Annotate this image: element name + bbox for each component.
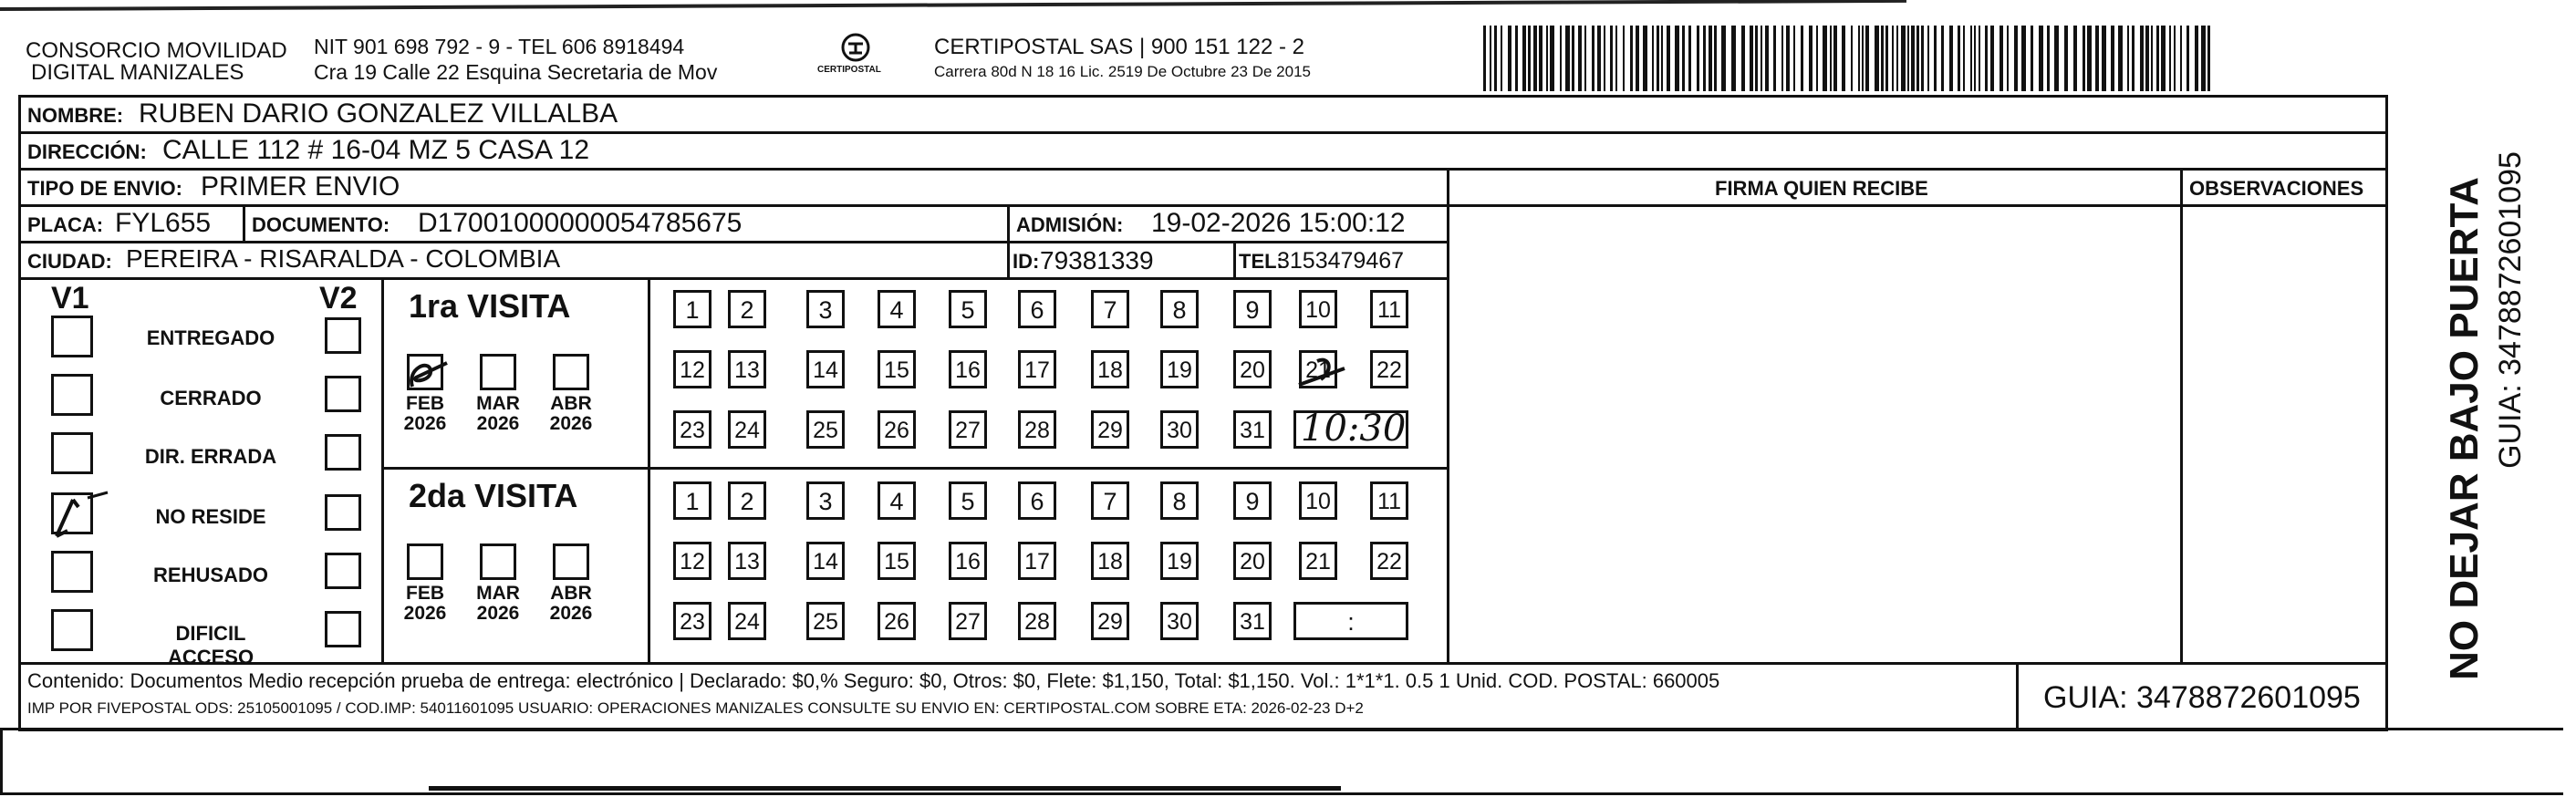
day-box[interactable]: 10 <box>1299 481 1337 520</box>
placa-value: FYL655 <box>115 208 212 238</box>
v2-checkbox[interactable] <box>325 494 361 531</box>
status-option-label: ENTREGADO <box>146 326 275 349</box>
scan-edge-line <box>0 0 1906 11</box>
month-label: MAR 2026 <box>476 583 520 625</box>
second-visit-title: 2da VISITA <box>409 477 578 514</box>
firma-area[interactable] <box>1450 206 2178 660</box>
first-visit-title: 1ra VISITA <box>409 287 571 325</box>
day-box[interactable]: 22 <box>1370 350 1408 388</box>
status-option-label: NO RESIDE <box>155 505 266 528</box>
day-box[interactable]: 16 <box>949 542 987 580</box>
v1-checkbox[interactable] <box>51 432 93 474</box>
day-box[interactable]: 1 <box>673 481 712 520</box>
placa-label: PLACA: <box>27 213 104 236</box>
v1-checkbox[interactable] <box>51 316 93 357</box>
day-box[interactable]: 3 <box>806 481 845 520</box>
v2-checkbox[interactable] <box>325 434 361 471</box>
day-box[interactable]: 31 <box>1233 410 1272 449</box>
day-box[interactable]: 8 <box>1160 290 1199 328</box>
day-box[interactable]: 7 <box>1091 481 1129 520</box>
status-option-label: CERRADO <box>160 387 262 409</box>
day-box[interactable]: 31 <box>1233 602 1272 640</box>
footer-line-2: IMP POR FIVEPOSTAL ODS: 25105001095 / COD.IMP: 54011601095 USUARIO: OPERACIONES MANIZALES CONSULTE SU ENVIO EN: CERTIPOSTAL.COM SOBRE ETA: 2026-02-23 D+2 <box>27 699 1364 717</box>
v1-checkbox[interactable] <box>51 374 93 416</box>
tipo-envio-value: PRIMER ENVIO <box>201 171 400 202</box>
handwritten-month-mark-icon <box>403 350 458 396</box>
handwritten-day-strike-icon <box>1293 352 1357 398</box>
day-box[interactable]: 12 <box>673 350 712 388</box>
admision-label: ADMISIÓN: <box>1016 213 1124 236</box>
day-box[interactable]: 28 <box>1018 410 1056 449</box>
v1-checkbox[interactable] <box>51 551 93 593</box>
direccion-label: DIRECCIÓN: <box>27 140 147 163</box>
day-box[interactable]: 21 <box>1299 542 1337 580</box>
v2-checkbox[interactable] <box>325 317 361 354</box>
month-checkbox[interactable] <box>553 354 589 390</box>
v1-checkbox[interactable] <box>51 609 93 651</box>
nombre-label: NOMBRE: <box>27 104 124 127</box>
address-line: Cra 19 Calle 22 Esquina Secretaria de Mov <box>314 60 718 84</box>
courier-line-2: Carrera 80d N 18 16 Lic. 2519 De Octubre 23 De 2015 <box>934 63 1311 80</box>
day-box[interactable]: 23 <box>673 410 712 449</box>
month-checkbox[interactable] <box>480 354 516 390</box>
day-box[interactable]: 30 <box>1160 410 1199 449</box>
day-box[interactable]: 17 <box>1018 542 1056 580</box>
day-box[interactable]: 1 <box>673 290 712 328</box>
status-option-label: REHUSADO <box>153 564 268 586</box>
day-box[interactable]: 4 <box>878 481 916 520</box>
day-box[interactable]: 6 <box>1018 290 1056 328</box>
day-box[interactable]: 13 <box>728 350 766 388</box>
id-value: 79381339 <box>1040 246 1154 274</box>
bottom-strip <box>429 786 1341 791</box>
day-box[interactable]: 14 <box>806 542 845 580</box>
tel-value: 3153479467 <box>1277 248 1405 274</box>
documento-value: D17001000000054785675 <box>418 208 743 238</box>
day-box[interactable]: 20 <box>1233 542 1272 580</box>
day-box[interactable]: 8 <box>1160 481 1199 520</box>
day-box[interactable]: 22 <box>1370 542 1408 580</box>
documento-label: DOCUMENTO: <box>252 213 390 236</box>
observaciones-label: OBSERVACIONES <box>2189 177 2364 200</box>
day-box[interactable]: 5 <box>949 481 987 520</box>
day-box[interactable]: 10 <box>1299 290 1337 328</box>
day-box[interactable]: 12 <box>673 542 712 580</box>
day-box[interactable]: 25 <box>806 602 845 640</box>
day-box[interactable]: 14 <box>806 350 845 388</box>
day-box[interactable]: 18 <box>1091 542 1129 580</box>
first-visit-time: 10:30 <box>1301 408 1407 450</box>
company-name-1: CONSORCIO MOVILIDAD <box>26 38 287 63</box>
day-box[interactable]: 26 <box>878 602 916 640</box>
day-box[interactable]: 29 <box>1091 410 1129 449</box>
certipostal-logo-icon <box>837 33 874 62</box>
day-box[interactable]: 20 <box>1233 350 1272 388</box>
company-name-2: DIGITAL MANIZALES <box>31 60 244 85</box>
day-box[interactable]: 16 <box>949 350 987 388</box>
month-label: ABR 2026 <box>549 583 593 625</box>
v2-checkbox[interactable] <box>325 376 361 412</box>
bottom-edge-border <box>0 728 2563 795</box>
v1-label: V1 <box>51 281 89 316</box>
day-box[interactable]: 7 <box>1091 290 1129 328</box>
id-label: ID: <box>1013 250 1040 273</box>
day-box[interactable]: 21 <box>1299 350 1337 388</box>
day-box[interactable]: 11 <box>1370 290 1408 328</box>
side-guia: GUIA: 3478872601095 <box>2493 151 2528 469</box>
tipo-envio-label: TIPO DE ENVIO: <box>27 177 182 200</box>
month-label: FEB 2026 <box>403 583 447 625</box>
day-box[interactable]: 11 <box>1370 481 1408 520</box>
day-box[interactable]: 18 <box>1091 350 1129 388</box>
day-box[interactable]: 2 <box>728 481 766 520</box>
courier-line-1: CERTIPOSTAL SAS | 900 151 122 - 2 <box>934 35 1304 59</box>
day-box[interactable]: 17 <box>1018 350 1056 388</box>
status-option-label: DIFICIL ACCESO <box>167 622 254 668</box>
month-label: ABR 2026 <box>549 393 593 435</box>
handwritten-check-mark-icon <box>47 491 111 545</box>
day-box[interactable]: 4 <box>878 290 916 328</box>
day-box[interactable]: 19 <box>1160 350 1199 388</box>
day-box[interactable]: 9 <box>1233 481 1272 520</box>
month-checkbox[interactable] <box>553 543 589 580</box>
time-box[interactable]: : <box>1293 602 1408 640</box>
day-box[interactable]: 29 <box>1091 602 1129 640</box>
barcode <box>1483 26 2213 91</box>
day-box[interactable]: 27 <box>949 602 987 640</box>
day-box[interactable]: 9 <box>1233 290 1272 328</box>
day-box[interactable]: 6 <box>1018 481 1056 520</box>
footer-line-1: Contenido: Documentos Medio recepción prueba de entrega: electrónico | Declarado: $0,% Seguro: $0, Otros: $0, Flete: $1,150, Total: $1,150. Vol.: 1*1*1. 0.5 1 Unid. COD. POSTAL: 660005 <box>27 669 1720 692</box>
month-label: MAR 2026 <box>476 393 520 435</box>
month-label: FEB 2026 <box>403 393 447 435</box>
logo-caption: CERTIPOSTAL <box>817 65 881 75</box>
v2-label: V2 <box>319 281 358 316</box>
status-option-label: DIR. ERRADA <box>144 445 277 468</box>
v2-checkbox[interactable] <box>325 553 361 589</box>
day-box[interactable]: 23 <box>673 602 712 640</box>
day-box[interactable]: 28 <box>1018 602 1056 640</box>
day-box[interactable]: 30 <box>1160 602 1199 640</box>
day-box[interactable]: 24 <box>728 410 766 449</box>
day-box[interactable]: 2 <box>728 290 766 328</box>
day-box[interactable]: 24 <box>728 602 766 640</box>
day-box[interactable]: 25 <box>806 410 845 449</box>
direccion-value: CALLE 112 # 16-04 MZ 5 CASA 12 <box>162 135 590 165</box>
guia-box-value: GUIA: 3478872601095 <box>2043 680 2361 715</box>
ciudad-value: PEREIRA - RISARALDA - COLOMBIA <box>126 244 561 273</box>
day-box[interactable]: 5 <box>949 290 987 328</box>
day-box[interactable]: 13 <box>728 542 766 580</box>
tel-label: TEL: <box>1239 250 1283 273</box>
nit-line: NIT 901 698 792 - 9 - TEL 606 8918494 <box>314 35 685 58</box>
month-checkbox[interactable] <box>480 543 516 580</box>
month-checkbox[interactable] <box>407 543 443 580</box>
nombre-value: RUBEN DARIO GONZALEZ VILLALBA <box>139 98 618 129</box>
day-box[interactable]: 15 <box>878 542 916 580</box>
day-box[interactable]: 26 <box>878 410 916 449</box>
v2-checkbox[interactable] <box>325 611 361 647</box>
day-box[interactable]: 15 <box>878 350 916 388</box>
day-box[interactable]: 27 <box>949 410 987 449</box>
side-warning: NO DEJAR BAJO PUERTA <box>2442 177 2487 680</box>
day-box[interactable]: 19 <box>1160 542 1199 580</box>
day-box[interactable]: 3 <box>806 290 845 328</box>
admision-value: 19-02-2026 15:00:12 <box>1151 208 1406 238</box>
observaciones-area[interactable] <box>2184 206 2386 660</box>
ciudad-label: CIUDAD: <box>27 250 112 273</box>
firma-label: FIRMA QUIEN RECIBE <box>1715 177 1928 200</box>
